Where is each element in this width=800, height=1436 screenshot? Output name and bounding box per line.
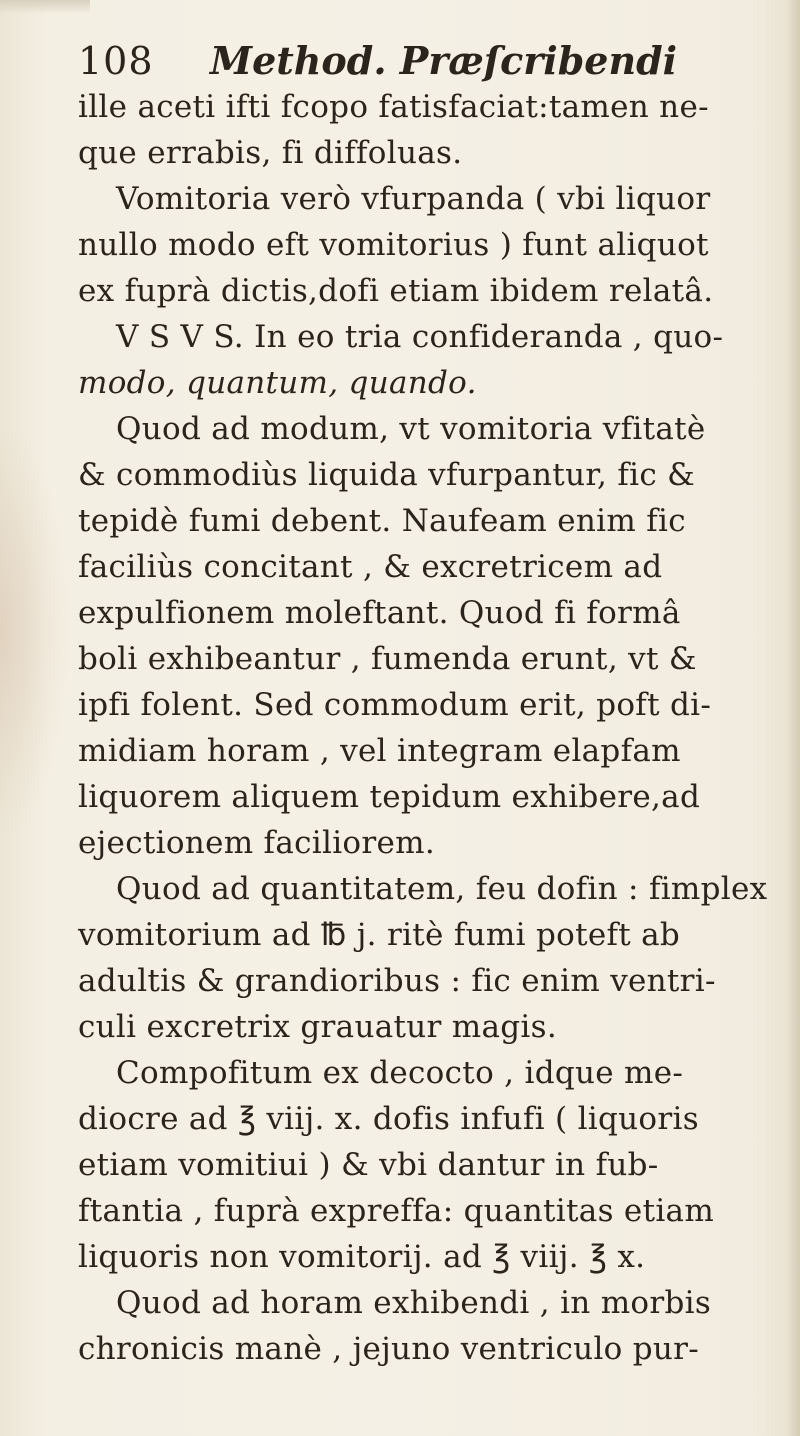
text-line: liquorem aliquem tepidum exhibere,ad <box>78 779 701 815</box>
text-line: ipfi folent. Sed commodum erit, poft di- <box>78 687 712 723</box>
text-line: Quod ad horam exhibendi , in morbis <box>116 1285 712 1321</box>
text-line: & commodiùs liquida vfurpantur, fic & <box>78 457 696 493</box>
text-line: faciliùs concitant , & excretricem ad <box>78 549 663 585</box>
text-line: nullo modo eft vomitorius ) funt aliquot <box>78 227 709 263</box>
text-line: tepidè fumi debent. Naufeam enim fic <box>78 503 686 539</box>
page-header <box>78 36 758 86</box>
text-line: expulfionem moleftant. Quod fi formâ <box>78 595 681 631</box>
text-line: Quod ad modum, vt vomitoria vfitatè <box>116 411 706 447</box>
text-line: midiam horam , vel integram elapfam <box>78 733 681 769</box>
paper-stain-left <box>0 420 70 840</box>
page-edge-shadow <box>786 0 800 1436</box>
text-line: vomitorium ad ℔ j. ritè fumi poteft ab <box>78 917 681 953</box>
text-line: culi excretrix grauatur magis. <box>78 1009 557 1045</box>
text-line: etiam vomitiui ) & vbi dantur in fub- <box>78 1147 659 1183</box>
text-line: ille aceti ifti fcopo fatisfaciat:tamen ne- <box>78 89 709 125</box>
text-line: boli exhibeantur , fumenda erunt, vt & <box>78 641 697 677</box>
text-line: ex fuprà dictis,dofi etiam ibidem relatâ. <box>78 273 714 309</box>
text-line: modo, quantum, quando. <box>78 365 477 401</box>
text-line: que errabis, fi diffoluas. <box>78 135 463 171</box>
body-text <box>78 84 778 1372</box>
text-line: Vomitoria verò vfurpanda ( vbi liquor <box>116 181 711 217</box>
text-line: ftantia , fuprà expreffa: quantitas etiam <box>78 1193 715 1229</box>
text-line: liquoris non vomitorij. ad ℥ viij. ℥ x. <box>78 1239 646 1275</box>
text-line: Compofitum ex decocto , idque me- <box>116 1055 684 1091</box>
page-number: 108 <box>78 39 154 83</box>
text-line: Quod ad quantitatem, feu dofin : fimplex <box>116 871 768 907</box>
text-line: adultis & grandioribus : fic enim ventri- <box>78 963 716 999</box>
text-line: chronicis manè , jejuno ventriculo pur- <box>78 1331 700 1367</box>
paper-stain-top <box>0 0 90 14</box>
text-line: V S V S. In eo tria confideranda , quo- <box>116 319 724 355</box>
text-line: ejectionem faciliorem. <box>78 825 435 861</box>
running-head: Method. Præſcribendi <box>210 38 678 83</box>
text-line: diocre ad ℥ viij. x. dofis infufi ( liquoris <box>78 1101 699 1137</box>
